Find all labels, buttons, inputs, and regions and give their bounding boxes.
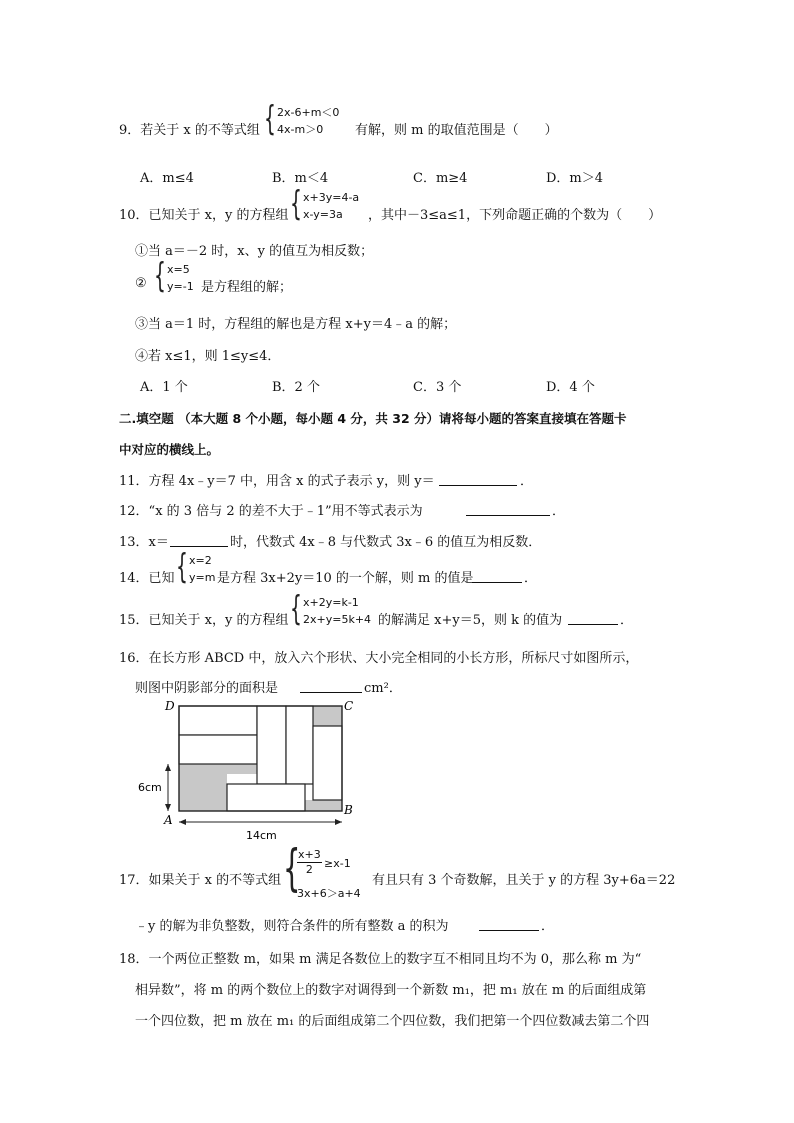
q16-unit: cm²． — [364, 681, 402, 696]
q17-line-2: ﹣y 的解为非负整数，则符合条件的所有整数 a 的积为 — [135, 919, 449, 934]
q11-text: 11．方程 4x﹣y＝7 中，用含 x 的式子表示 y，则 y＝ — [119, 474, 435, 489]
q14-prefix: 14．已知 — [119, 571, 175, 586]
vertex-label-b: B — [344, 803, 353, 817]
q15-prefix: 15．已知关于 x，y 的方程组 — [119, 613, 289, 628]
q17-fraction-numerator: x+3 — [298, 848, 321, 861]
q10-item-2-brace: { — [154, 256, 166, 296]
small-rect-6 — [227, 784, 305, 811]
q16-line-2-prefix: 则图中阴影部分的面积是 — [135, 681, 279, 696]
section-heading-line-2: 中对应的横线上。 — [119, 442, 220, 457]
q15-suffix: 的解满足 x+y＝5，则 k 的值为 — [378, 613, 563, 628]
q15-eq-1: x+2y=k-1 — [303, 596, 359, 609]
q17-ineq-2: 3x+6＞a+4 — [297, 887, 361, 900]
q9-system — [277, 104, 339, 138]
q10-eq-1: x+3y=4-a — [303, 191, 360, 204]
small-rect-3 — [257, 706, 286, 784]
q17-answer-blank[interactable] — [479, 915, 539, 931]
q10-item-2-suffix: 是方程组的解； — [201, 280, 293, 295]
q10-brace: { — [290, 184, 302, 224]
q16-answer-blank[interactable] — [300, 677, 362, 693]
small-rect-5 — [313, 726, 342, 800]
q17-suffix: 有且只有 3 个奇数解，且关于 y 的方程 3y+6a＝22 — [372, 873, 676, 888]
q10-suffix: ，其中－3≤a≤1，下列命题正确的个数为（ ） — [368, 208, 662, 223]
q15-answer-blank[interactable] — [568, 609, 618, 625]
q10-option-c: C．3 个 — [413, 380, 462, 395]
q14-eq-1: x=2 — [189, 554, 212, 567]
q10-option-d: D．4 个 — [546, 380, 595, 395]
width-arrow-left — [179, 819, 186, 825]
q9-brace: { — [264, 99, 276, 139]
vertex-label-a: A — [164, 813, 173, 827]
q9-option-d: D．m＞4 — [546, 171, 604, 186]
q9-prefix: 9．若关于 x 的不等式组 — [119, 123, 260, 138]
q12-text: 12．“x 的 3 倍与 2 的差不大于﹣1”用不等式表示为 — [119, 504, 423, 519]
q10-eq-2: x-y=3a — [303, 208, 343, 221]
q9-option-a: A．m≤4 — [140, 171, 194, 186]
vertex-label-c: C — [344, 699, 354, 713]
q12-end: ． — [552, 504, 566, 519]
height-arrow-top — [165, 764, 171, 771]
q13-answer-blank[interactable] — [170, 531, 228, 547]
q11-answer-blank[interactable] — [439, 470, 517, 486]
q17-brace: { — [283, 839, 301, 897]
q10-option-b: B．2 个 — [272, 380, 320, 395]
height-arrow-bottom — [165, 804, 171, 811]
q14-answer-blank[interactable] — [472, 567, 522, 583]
q10-item-2-eq-1: x=5 — [167, 263, 190, 276]
q17-prefix: 17．如果关于 x 的不等式组 — [119, 873, 282, 888]
q16-figure — [135, 696, 365, 846]
small-rect-1 — [179, 706, 257, 735]
q12-answer-blank[interactable] — [466, 500, 550, 516]
q10-system — [303, 189, 359, 223]
q10-item-2-system — [167, 261, 194, 295]
q10-item-1: ①当 a＝－2 时，x、y 的值互为相反数； — [135, 244, 374, 259]
q10-item-4: ④若 x≤1，则 1≤y≤4． — [135, 349, 281, 364]
q18-line-3: 一个四位数，把 m 放在 m₁ 的后面组成第二个四位数，我们把第一个四位数减去第二个四 — [135, 1014, 650, 1029]
q10-prefix: 10．已知关于 x，y 的方程组 — [119, 208, 289, 223]
q14-brace: { — [176, 547, 188, 587]
q17-ineq-1-rest: ≥x-1 — [324, 857, 351, 870]
q14-eq-2: y=m — [189, 571, 216, 584]
q9-ineq-2: 4x-m＞0 — [277, 123, 324, 136]
q15-end: ． — [620, 613, 634, 628]
q14-system — [189, 552, 215, 586]
width-arrow-right — [335, 819, 342, 825]
q9-suffix: 有解，则 m 的取值范围是（ ） — [355, 123, 558, 138]
q10-item-3: ③当 a＝1 时，方程组的解也是方程 x+y＝4﹣a 的解； — [135, 317, 457, 332]
q10-item-2-marker: ② — [135, 276, 147, 291]
q10-option-a: A．1 个 — [140, 380, 188, 395]
q15-brace: { — [290, 589, 302, 629]
q14-end: ． — [524, 571, 538, 586]
small-rect-4 — [286, 706, 313, 784]
vertex-label-d: D — [165, 699, 175, 713]
q15-system — [303, 594, 371, 628]
q13-start: 13．x＝ — [119, 535, 169, 550]
q11-end: ． — [520, 474, 534, 489]
q9-option-b: B．m＜4 — [272, 171, 329, 186]
q17-fraction — [297, 848, 322, 877]
q17-end: ． — [541, 919, 555, 934]
q9-ineq-1: 2x-6+m＜0 — [277, 106, 340, 119]
shaded-region-top-right — [313, 706, 342, 726]
q14-suffix: 是方程 3x+2y＝10 的一个解，则 m 的值是 — [217, 571, 474, 586]
q10-item-2-eq-2: y=-1 — [167, 280, 194, 293]
small-rect-2 — [179, 735, 257, 764]
q17-fraction-denominator: 2 — [305, 863, 313, 876]
q16-line-1: 16．在长方形 ABCD 中，放入六个形状、大小完全相同的小长方形，所标尺寸如图所示， — [119, 651, 639, 666]
height-label: 6cm — [138, 781, 162, 794]
q15-eq-2: 2x+y=5k+4 — [303, 613, 372, 626]
q18-line-2: 相异数”，将 m 的两个数位上的数字对调得到一个新数 m₁，把 m₁ 放在 m 的后面组成第 — [135, 983, 647, 998]
q18-line-1: 18．一个两位正整数 m，如果 m 满足各数位上的数字互不相同且均不为 0，那么称 m 为“ — [119, 952, 642, 967]
width-label: 14cm — [246, 829, 277, 842]
section-heading-line-1: 二.填空题 （本大题 8 个小题，每小题 4 分，共 32 分）请将每小题的答案直接填在答题卡 — [119, 411, 627, 426]
q9-option-c: C．m≥4 — [413, 171, 468, 186]
q13-text: 时，代数式 4x﹣8 与代数式 3x﹣6 的值互为相反数． — [230, 535, 542, 550]
